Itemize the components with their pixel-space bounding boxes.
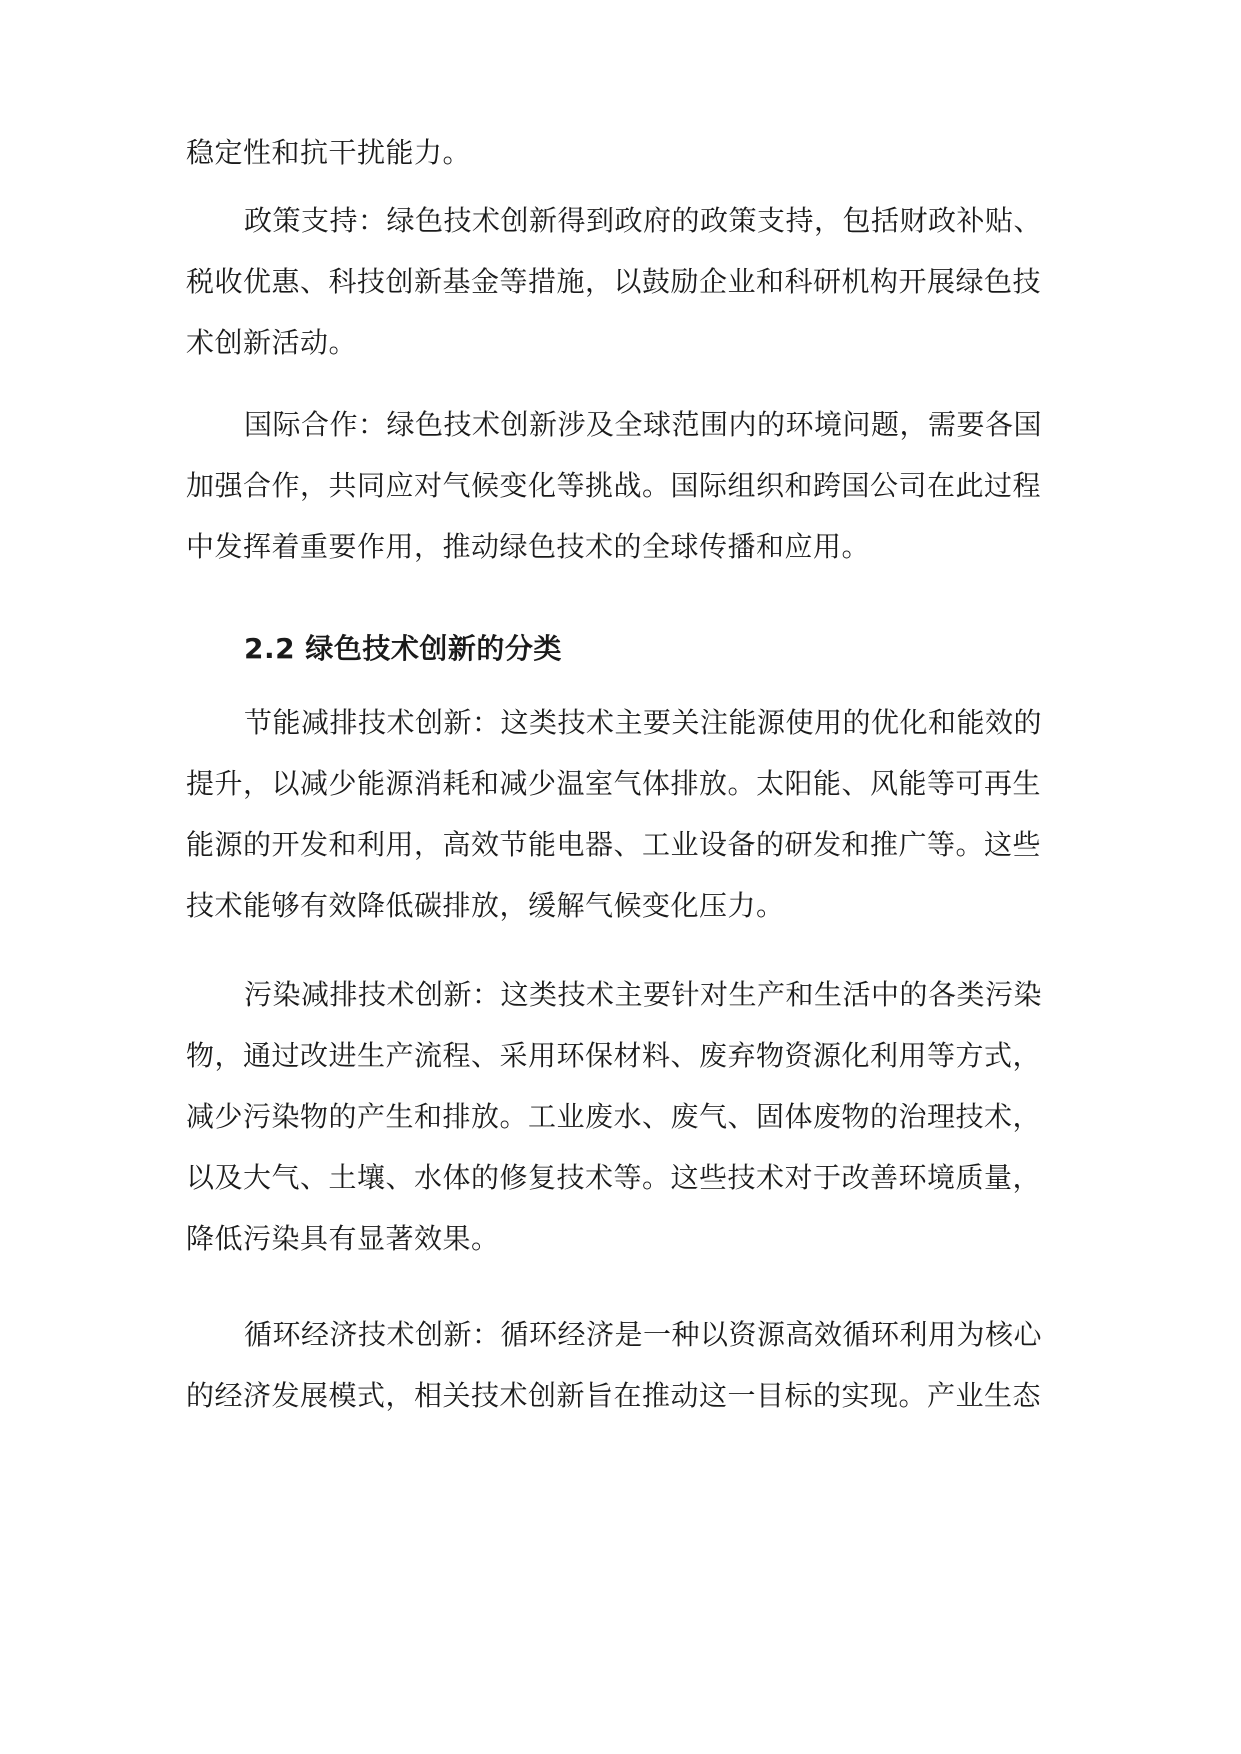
paragraph-pollution-reduction [186, 964, 1056, 1269]
section-heading-block [186, 618, 1056, 679]
text-line: 循环经济技术创新：循环经济是一种以资源高效循环利用为核心 [244, 1318, 1043, 1351]
paragraph-circular-economy [186, 1304, 1056, 1426]
text-line: 提升，以减少能源消耗和减少温室气体排放。太阳能、风能等可再生 [186, 767, 1042, 800]
text-line: 节能减排技术创新：这类技术主要关注能源使用的优化和能效的 [244, 706, 1043, 739]
paragraph-continuation [186, 122, 1056, 183]
text-line: 减少污染物的产生和排放。工业废水、废气、固体废物的治理技术， [186, 1100, 1042, 1133]
text-line: 技术能够有效降低碳排放，缓解气候变化压力。 [186, 889, 785, 922]
text-line: 税收优惠、科技创新基金等措施，以鼓励企业和科研机构开展绿色技 [186, 265, 1042, 298]
text-line: 加强合作，共同应对气候变化等挑战。国际组织和跨国公司在此过程 [186, 469, 1042, 502]
text-line: 中发挥着重要作用，推动绿色技术的全球传播和应用。 [186, 530, 871, 563]
text-line: 政策支持：绿色技术创新得到政府的政策支持，包括财政补贴、 [244, 204, 1043, 237]
text-line: 物，通过改进生产流程、采用环保材料、废弃物资源化利用等方式， [186, 1039, 1042, 1072]
text-line: 稳定性和抗干扰能力。 [186, 136, 472, 169]
paragraph-policy-support [186, 190, 1056, 373]
text-line: 国际合作：绿色技术创新涉及全球范围内的环境问题，需要各国 [244, 408, 1043, 441]
text-line: 术创新活动。 [186, 326, 358, 359]
text-line: 的经济发展模式，相关技术创新旨在推动这一目标的实现。产业生态 [186, 1379, 1042, 1412]
text-line: 污染减排技术创新：这类技术主要针对生产和生活中的各类污染 [244, 978, 1043, 1011]
section-heading: 2.2 绿色技术创新的分类 [244, 632, 562, 665]
text-line: 降低污染具有显著效果。 [186, 1222, 500, 1255]
text-line: 以及大气、土壤、水体的修复技术等。这些技术对于改善环境质量， [186, 1161, 1042, 1194]
paragraph-energy-saving [186, 692, 1056, 936]
paragraph-international-cooperation [186, 394, 1056, 577]
text-line: 能源的开发和利用，高效节能电器、工业设备的研发和推广等。这些 [186, 828, 1042, 861]
